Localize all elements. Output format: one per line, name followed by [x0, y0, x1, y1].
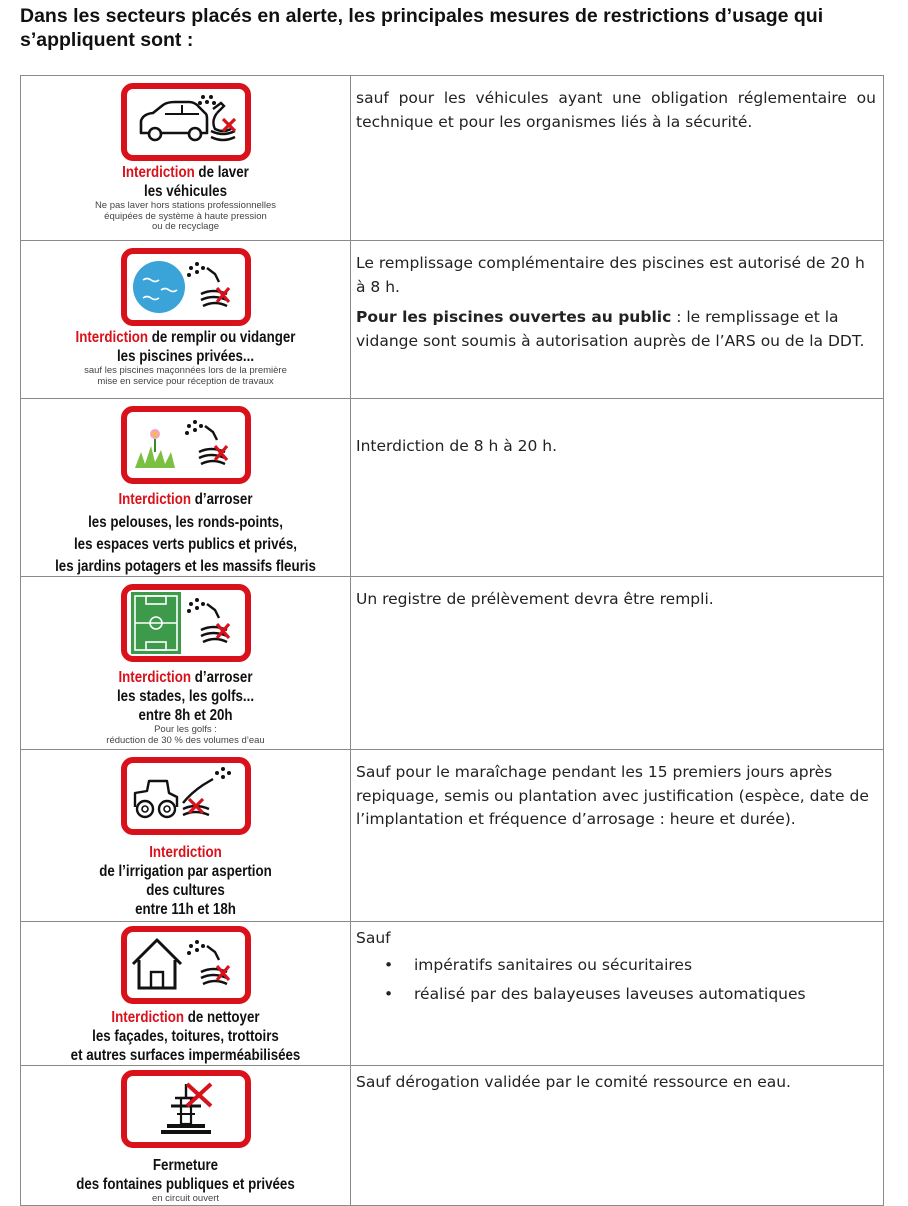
- table-row: [21, 76, 884, 241]
- page-heading: Dans les secteurs placés en alerte, les principales mesures de restrictions d’usage qui s’appliquent sont :: [20, 5, 824, 51]
- row-caption: Interdiction de remplir ou vidanger les piscines privées...: [75, 329, 296, 365]
- rule-text: Interdiction de 8 h à 20 h.: [351, 399, 884, 577]
- exception-list: [356, 954, 876, 1007]
- rule-text: Sauf dérogation validée par le comité ressource en eau.: [351, 1066, 884, 1206]
- car-wash-icon: [121, 83, 251, 161]
- table-row: [21, 1066, 884, 1206]
- icon-cell: [21, 241, 351, 399]
- restrictions-table: [20, 75, 884, 1206]
- icon-cell: [21, 750, 351, 922]
- rule-text: sauf pour les véhicules ayant une obligation réglementaire ou technique et pour les organismes liés à la sécurité.: [351, 76, 884, 241]
- rule-text: Un registre de prélèvement devra être rempli.: [351, 577, 884, 750]
- rule-text: Sauf • impératifs sanitaires ou sécuritaires • réalisé par des balayeuses laveuses automatiques: [351, 922, 884, 1066]
- rule-text: Le remplissage complémentaire des piscines est autorisé de 20 h à 8 h. Pour les piscines ouvertes au public : le remplissage et la vidange sont soumis à autorisation auprès de l’ARS ou de la DDT.: [351, 241, 884, 399]
- icon-cell: [21, 577, 351, 750]
- row-caption: Interdiction d’arroser les stades, les golfs... entre 8h et 20h: [116, 669, 255, 724]
- house-cleaning-icon: [121, 926, 251, 1004]
- table-row: [21, 577, 884, 750]
- list-item: • réalisé par des balayeuses laveuses automatiques: [414, 983, 876, 1007]
- row-note: en circuit ouvert: [151, 1193, 220, 1204]
- row-note: sauf les piscines maçonnées lors de la première mise en service pour réception de travaux: [84, 365, 287, 387]
- table-row: [21, 750, 884, 922]
- row-caption: Interdiction de nettoyer les façades, toitures, trottoirs et autres surfaces imperméabilisées: [70, 1009, 301, 1064]
- table-row: [21, 241, 884, 399]
- rule-text: Sauf pour le maraîchage pendant les 15 premiers jours après repiquage, semis ou plantation avec justification (espèce, date de l’implantation et fréquence d’arrosage : heure et durée).: [351, 750, 884, 922]
- row-note: Pour les golfs : réduction de 30 % des volumes d’eau: [106, 724, 265, 746]
- icon-cell: [21, 76, 351, 241]
- row-caption: Interdiction de laver les véhicules: [122, 164, 249, 200]
- icon-cell: [21, 399, 351, 577]
- pool-icon: [121, 248, 251, 326]
- row-caption: Interdiction de l’irrigation par aspertion des cultures entre 11h et 18h: [99, 844, 272, 918]
- fountain-icon: [121, 1070, 251, 1148]
- icon-cell: [21, 1066, 351, 1206]
- table-row: [21, 399, 884, 577]
- stadium-icon: [121, 584, 251, 662]
- row-note: Ne pas laver hors stations professionnelles équipées de système à haute pression ou de recyclage: [94, 200, 277, 232]
- table-row: [21, 922, 884, 1066]
- row-caption: Interdiction d’arroser les pelouses, les ronds-points, les espaces verts publics et privés, les jardins potagers et les massifs fleuris: [55, 491, 316, 575]
- list-item: • impératifs sanitaires ou sécuritaires: [414, 954, 876, 978]
- garden-watering-icon: [121, 406, 251, 484]
- icon-cell: [21, 922, 351, 1066]
- row-caption: Fermeture des fontaines publiques et privées: [76, 1157, 295, 1193]
- tractor-irrigation-icon: [121, 757, 251, 835]
